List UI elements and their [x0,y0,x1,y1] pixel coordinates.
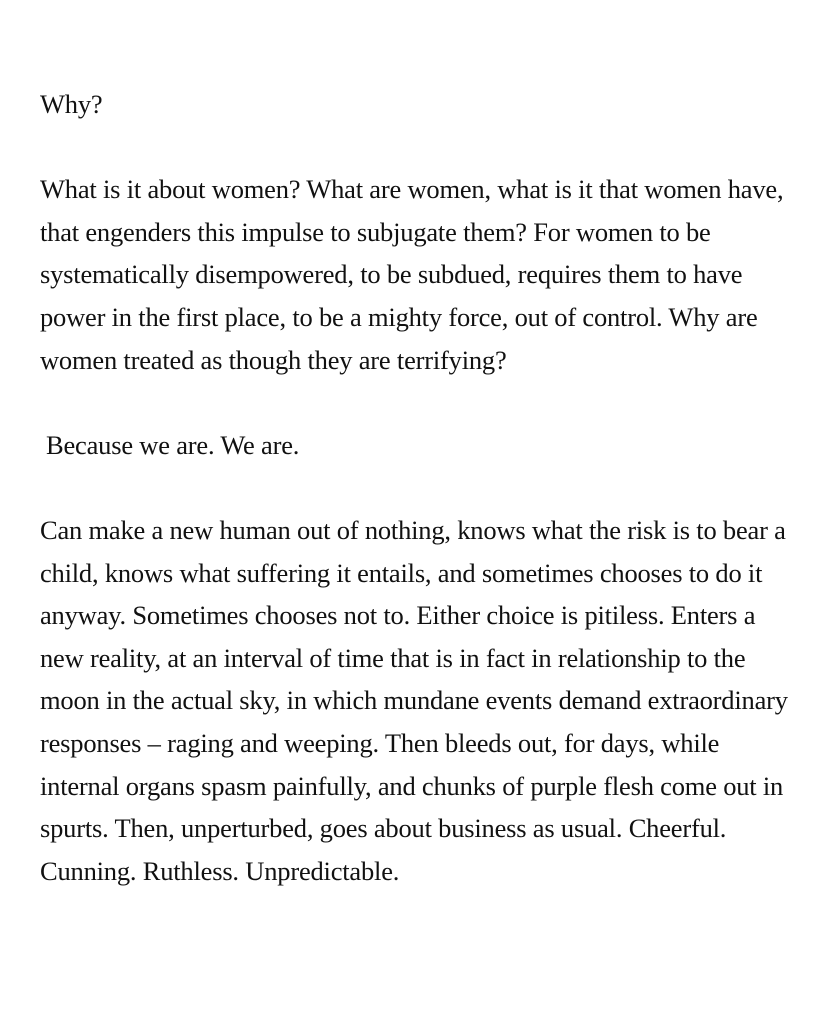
paragraph-because: Because we are. We are. [46,429,300,460]
paragraph-question: Why? [40,89,103,119]
paragraph-creation: Can make a new human out of nothing, knows what the risk is to bear a child, knows what suffering it entails, and sometimes chooses to do it anyway. Sometimes chooses not to. Either choice is pitiless. Enters a new reality, at an interval of time that is in fact in relationship to the moon in the actual sky, in which mundane events demand extraordinary responses – raging and weeping. Then bleeds out, for days, while internal organs spasm painfully, and chunks of purple flesh come out in spurts. Then, unperturbed, goes about business as usual. Cheerful. Cunning. Ruthless. Unpredictable. [40,514,788,886]
document-body [40,83,790,892]
paragraph-women-power: What is it about women? What are women, what is it that women have, that engenders this impulse to subjugate them? For women to be systematically disempowered, to be subdued, requires them to have power in the first place, to be a mighty force, out of control. Why are women treated as though they are terrifying? [40,174,784,375]
